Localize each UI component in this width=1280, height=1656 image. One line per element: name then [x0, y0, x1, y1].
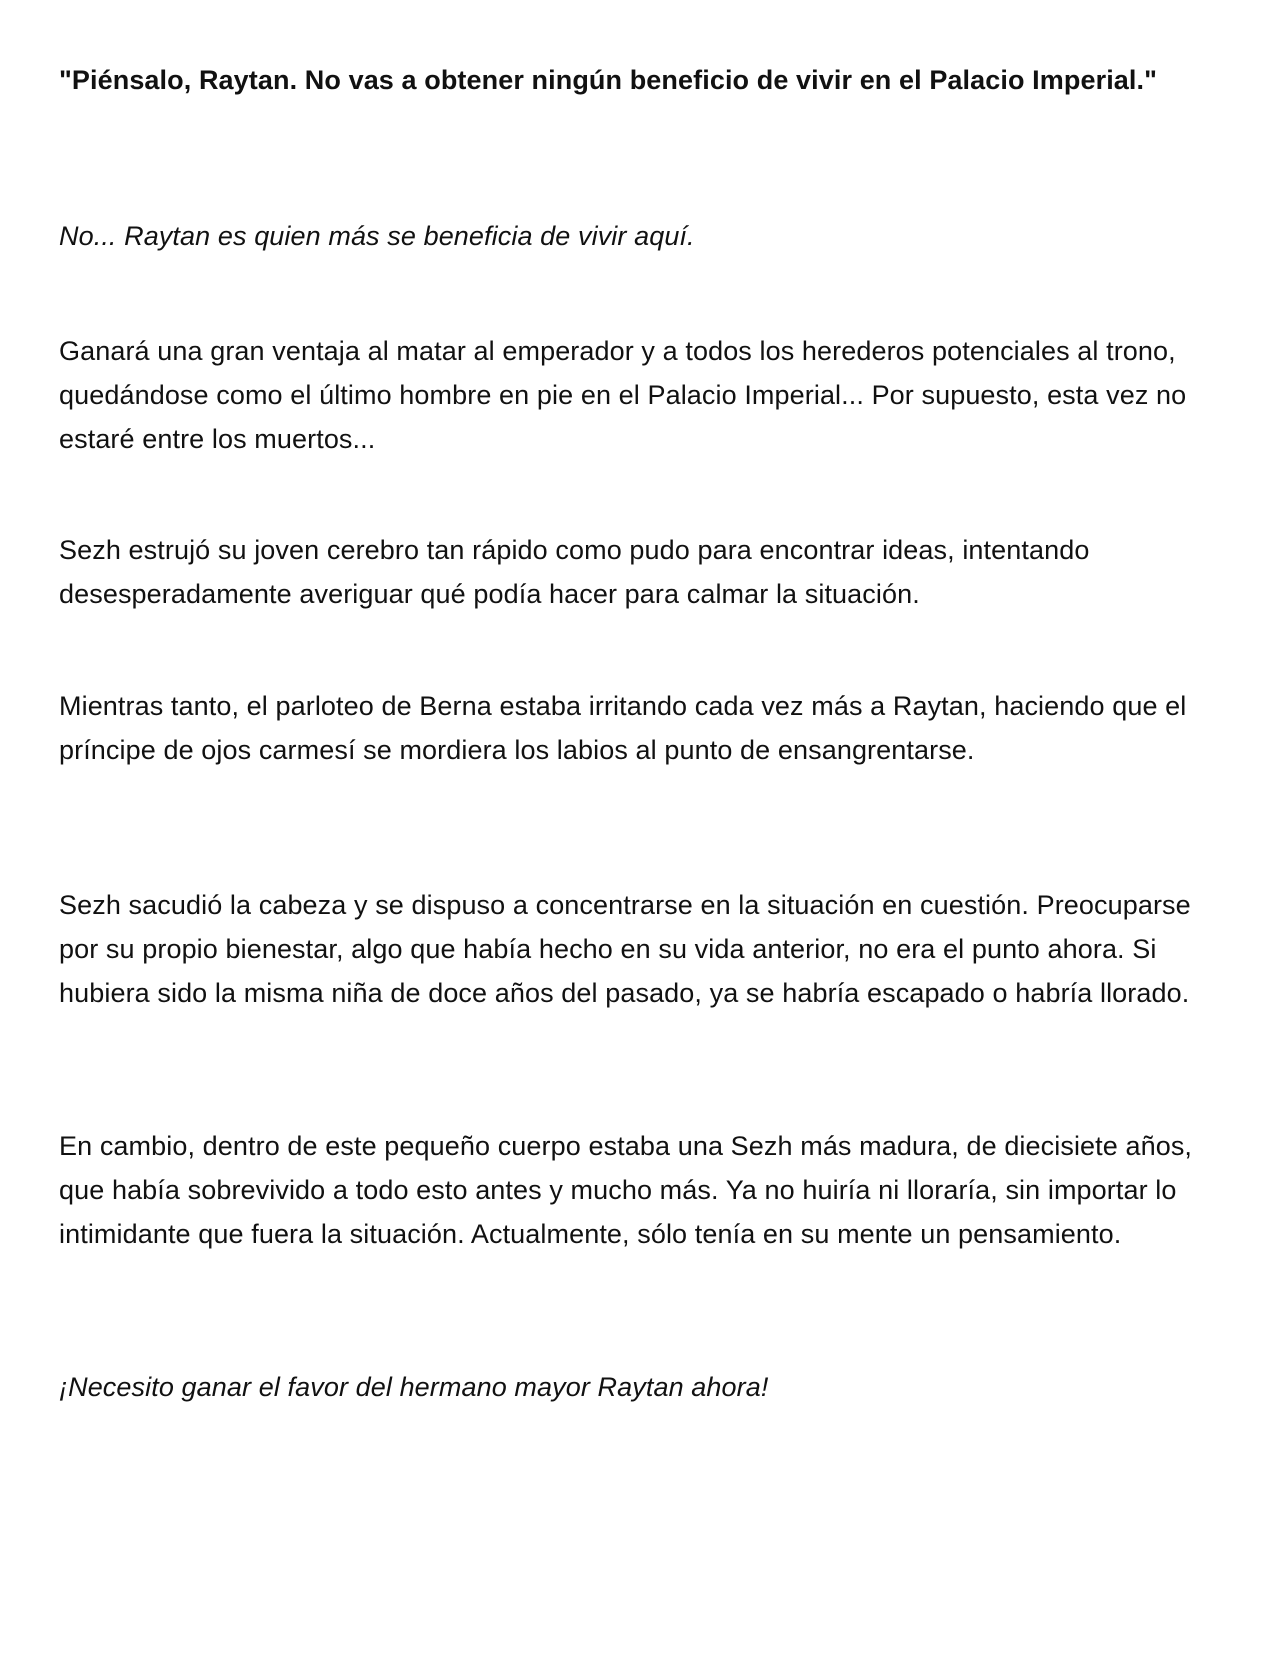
paragraph-dialogue: "Piénsalo, Raytan. No vas a obtener ningún beneficio de vivir en el Palacio Imperial." — [59, 65, 1158, 95]
paragraph-thought-2: ¡Necesito ganar el favor del hermano mayor Raytan ahora! — [59, 1372, 769, 1402]
paragraph-narration-2: Sezh estrujó su joven cerebro tan rápido como pudo para encontrar ideas, intentando desesperadamente averiguar qué podía hacer para calmar la situación. — [59, 535, 1090, 609]
paragraph-narration-4: Sezh sacudió la cabeza y se dispuso a concentrarse en la situación en cuestión. Preocuparse por su propio bienestar, algo que había hecho en su vida anterior, no era el punto ahora. Si hubiera sido la misma niña de doce años del pasado, ya se habría escapado o habría llorado. — [59, 890, 1191, 1008]
paragraph-narration-1: Ganará una gran ventaja al matar al emperador y a todos los herederos potenciales al trono, quedándose como el último hombre en pie en el Palacio Imperial... Por supuesto, esta vez no estaré entre los muertos... — [59, 336, 1187, 454]
paragraph-thought-1: No... Raytan es quien más se beneficia de vivir aquí. — [59, 221, 695, 251]
paragraph-narration-5: En cambio, dentro de este pequeño cuerpo estaba una Sezh más madura, de diecisiete años, que había sobrevivido a todo esto antes y mucho más. Ya no huiría ni lloraría, sin importar lo intimidante que fuera la situación. Actualmente, sólo tenía en su mente un pensamiento. — [59, 1131, 1193, 1249]
paragraph-narration-3: Mientras tanto, el parloteo de Berna estaba irritando cada vez más a Raytan, haciendo que el príncipe de ojos carmesí se mordiera los labios al punto de ensangrentarse. — [59, 691, 1187, 765]
